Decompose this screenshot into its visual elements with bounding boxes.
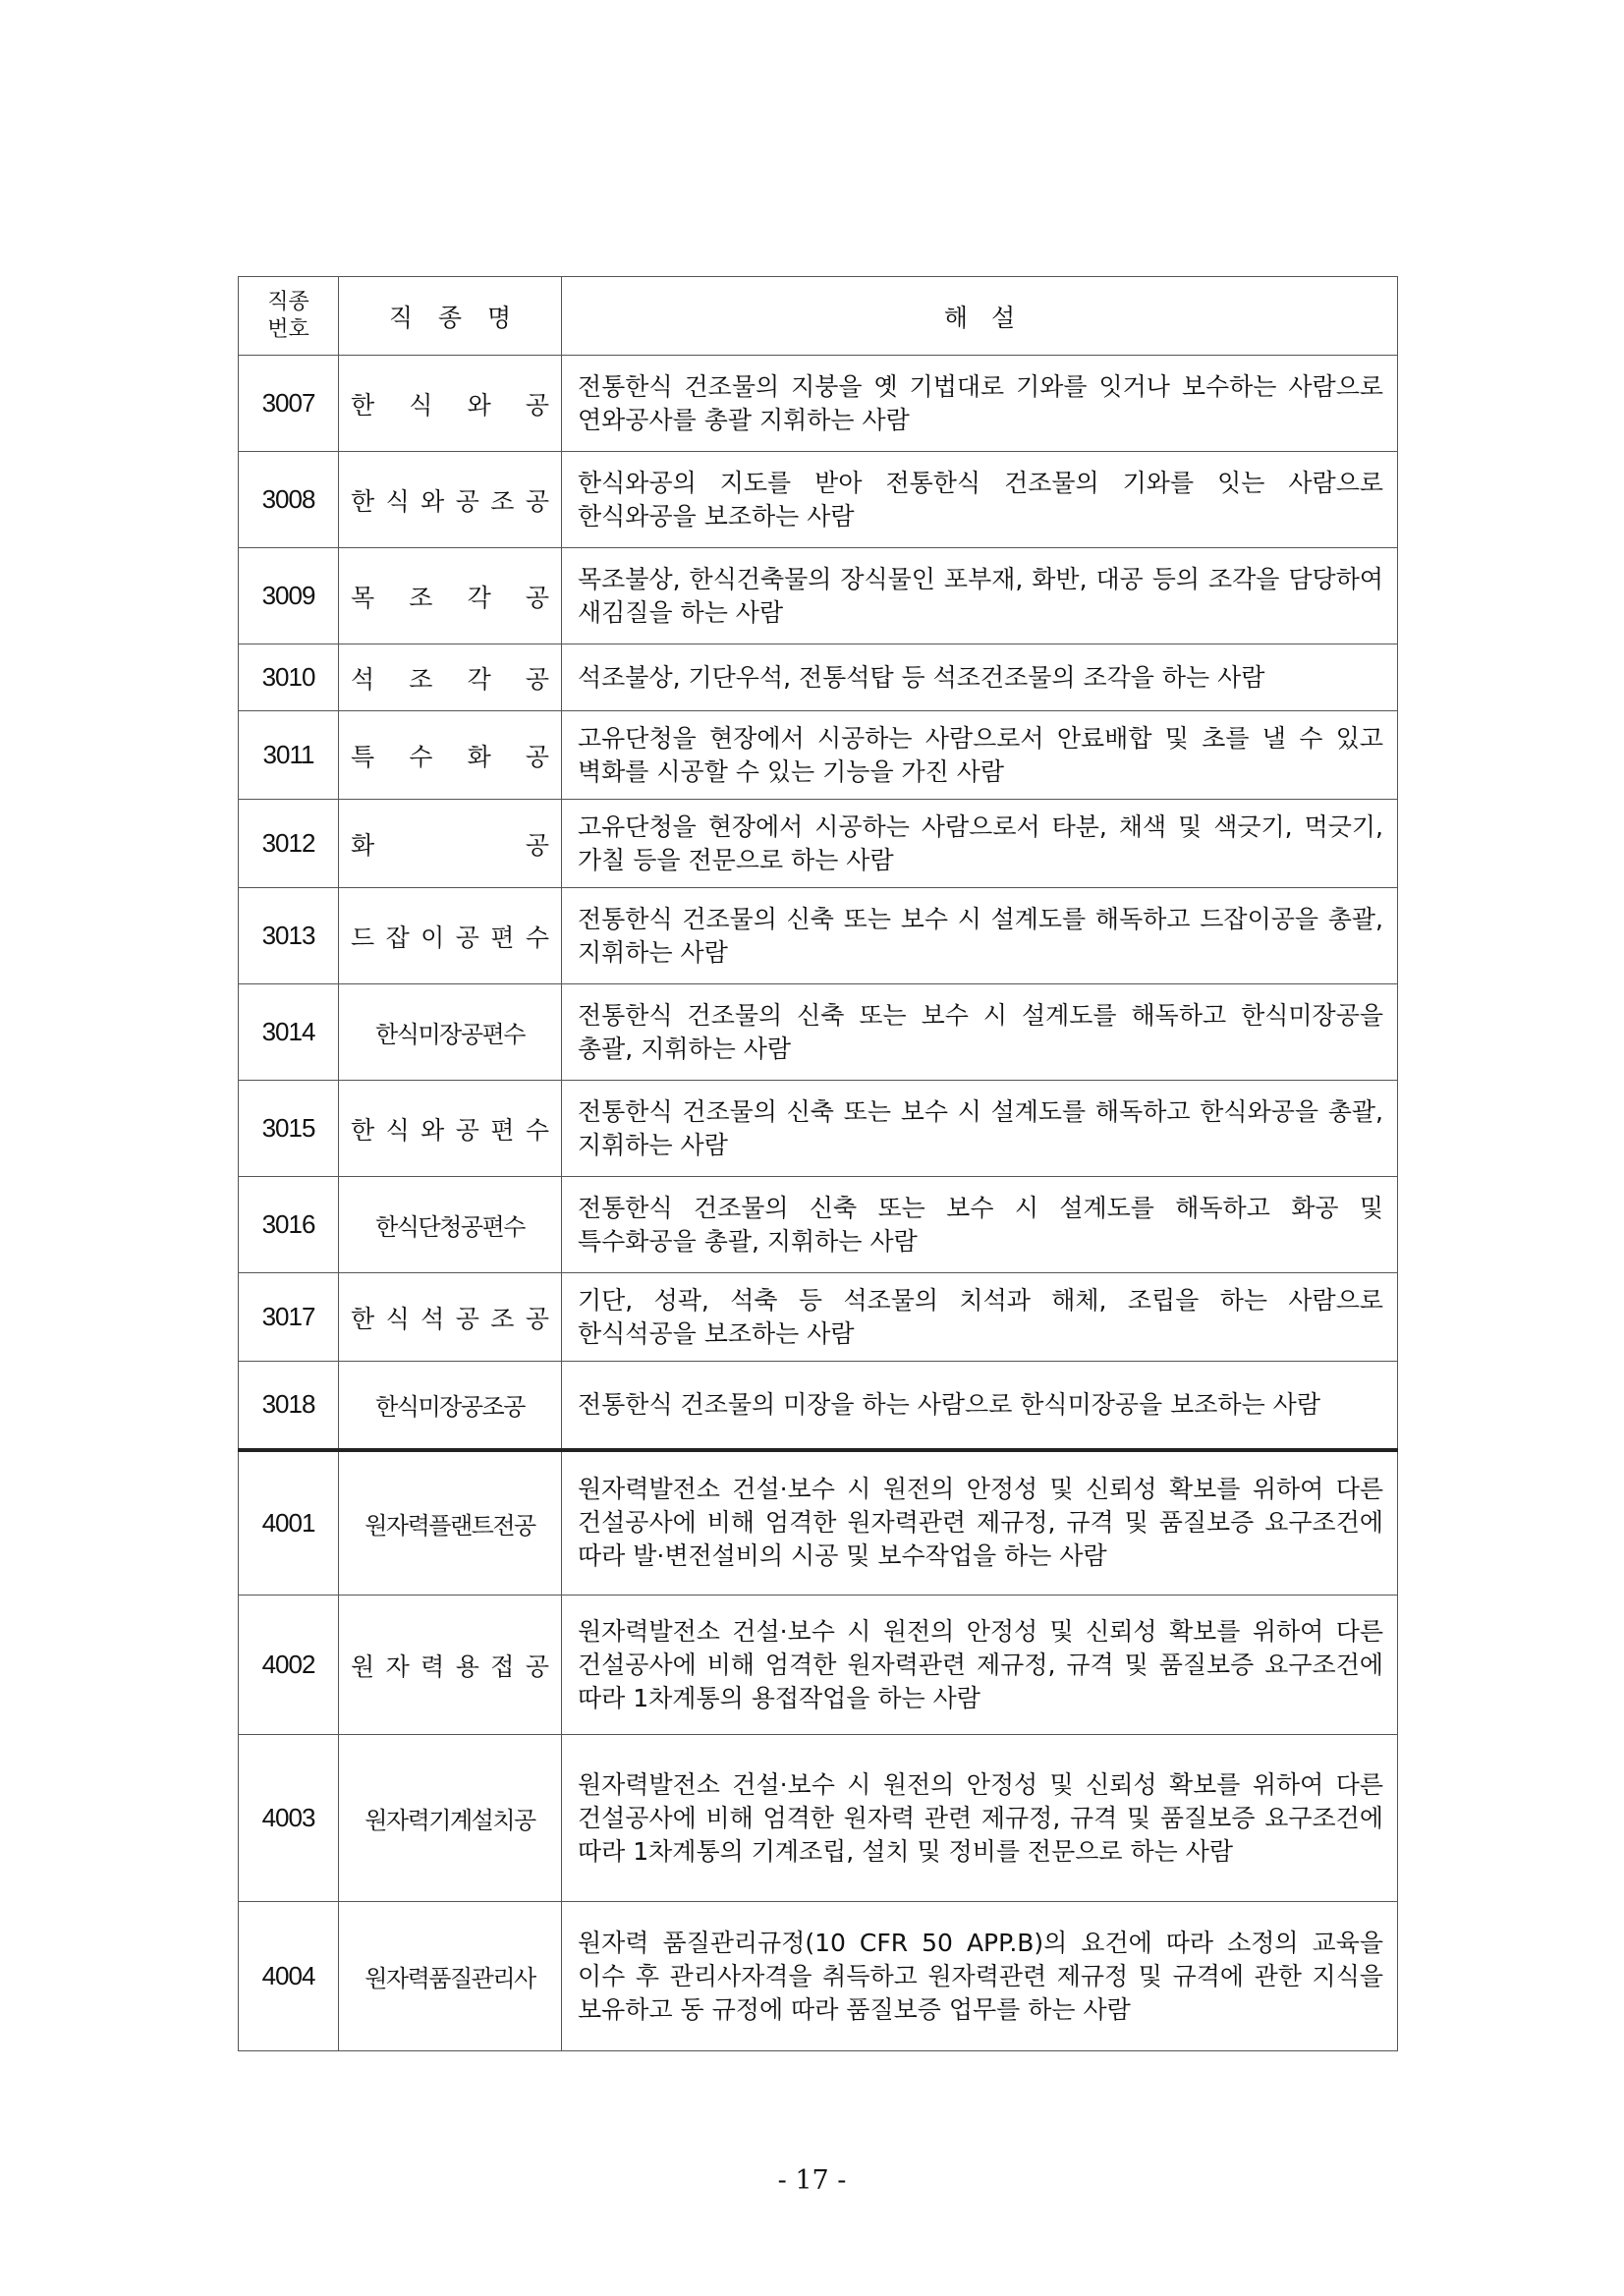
job-name-text: 한 식 와 공 (351, 390, 549, 420)
table-row (239, 356, 1398, 452)
job-name-text: 원 자 력 용 접 공 (351, 1652, 549, 1681)
header-description: 해 설 (562, 277, 1398, 356)
job-name-text: 한식미장공조공 (375, 1393, 525, 1422)
job-name-text: 목 조 각 공 (351, 583, 549, 612)
job-name (339, 356, 562, 452)
job-description: 전통한식 건조물의 신축 또는 보수 시 설계도를 해독하고 한식미장공을 총괄, 지휘하는 사람 (562, 984, 1398, 1081)
job-code: 3015 (239, 1081, 339, 1177)
table-header-row (239, 277, 1398, 356)
page-number: - 17 - (777, 2165, 847, 2196)
job-code: 3018 (239, 1362, 339, 1450)
job-description: 고유단청을 현장에서 시공하는 사람으로서 타분, 채색 및 색긋기, 먹긋기, 가칠 등을 전문으로 하는 사람 (562, 800, 1398, 888)
header-name: 직 종 명 (339, 277, 562, 356)
job-code: 4002 (239, 1596, 339, 1735)
job-name-text: 원자력기계설치공 (364, 1807, 535, 1834)
table-row (239, 1596, 1398, 1735)
table-row (239, 1902, 1398, 2051)
table-row (239, 644, 1398, 711)
job-name-text: 석 조 각 공 (351, 664, 549, 694)
job-code: 3011 (239, 711, 339, 800)
job-description: 원자력발전소 건설·보수 시 원전의 안정성 및 신뢰성 확보를 위하여 다른 건설공사에 비해 엄격한 원자력관련 제규정, 규격 및 품질보증 요구조건에 따라 발·변전설비의 시공 및 보수작업을 하는 사람 (562, 1450, 1398, 1596)
job-code: 4003 (239, 1735, 339, 1902)
table-row (239, 711, 1398, 800)
job-name-text: 원자력품질관리사 (364, 1965, 535, 1992)
job-name-text: 드 잡 이 공 편 수 (351, 923, 549, 952)
job-description: 석조불상, 기단우석, 전통석탑 등 석조건조물의 조각을 하는 사람 (562, 644, 1398, 711)
job-code: 3013 (239, 888, 339, 984)
job-description: 전통한식 건조물의 신축 또는 보수 시 설계도를 해독하고 드잡이공을 총괄, 지휘하는 사람 (562, 888, 1398, 984)
job-name (339, 711, 562, 800)
header-code: 직종 번호 (239, 277, 339, 356)
job-name-text: 원자력플랜트전공 (364, 1511, 535, 1540)
job-name (339, 1902, 562, 2051)
job-name-text: 한 식 와 공 편 수 (351, 1115, 549, 1145)
job-name-text: 특 수 화 공 (351, 742, 549, 771)
job-code: 3012 (239, 800, 339, 888)
job-code: 3017 (239, 1273, 339, 1362)
job-name-text: 한 식 석 공 조 공 (351, 1304, 549, 1333)
job-description: 목조불상, 한식건축물의 장식물인 포부재, 화반, 대공 등의 조각을 담당하여 새김질을 하는 사람 (562, 548, 1398, 644)
job-code: 4004 (239, 1902, 339, 2051)
job-description: 기단, 성곽, 석축 등 석조물의 치석과 해체, 조립을 하는 사람으로 한식석공을 보조하는 사람 (562, 1273, 1398, 1362)
job-name-text: 한식단청공편수 (375, 1213, 525, 1241)
job-name-text: 한 식 와 공 조 공 (351, 486, 549, 516)
job-name (339, 452, 562, 548)
job-name (339, 1081, 562, 1177)
job-name (339, 644, 562, 711)
table-row (239, 1450, 1398, 1596)
job-description: 원자력 품질관리규정(10 CFR 50 APP.B)의 요건에 따라 소정의 교육을 이수 후 관리사자격을 취득하고 원자력관련 제규정 및 규격에 관한 지식을 보유하고 동 규정에 따라 품질보증 업무를 하는 사람 (562, 1902, 1398, 2051)
table-row (239, 1177, 1398, 1273)
table-row (239, 984, 1398, 1081)
job-type-table (238, 276, 1398, 2051)
job-name (339, 1735, 562, 1902)
job-description: 전통한식 건조물의 지붕을 옛 기법대로 기와를 잇거나 보수하는 사람으로 연와공사를 총괄 지휘하는 사람 (562, 356, 1398, 452)
job-code: 3009 (239, 548, 339, 644)
job-name (339, 1450, 562, 1596)
job-name (339, 1273, 562, 1362)
job-description: 전통한식 건조물의 신축 또는 보수 시 설계도를 해독하고 한식와공을 총괄, 지휘하는 사람 (562, 1081, 1398, 1177)
job-description: 한식와공의 지도를 받아 전통한식 건조물의 기와를 잇는 사람으로 한식와공을 보조하는 사람 (562, 452, 1398, 548)
table-row (239, 1081, 1398, 1177)
job-description: 고유단청을 현장에서 시공하는 사람으로서 안료배합 및 초를 낼 수 있고 벽화를 시공할 수 있는 기능을 가진 사람 (562, 711, 1398, 800)
job-name (339, 1177, 562, 1273)
job-code: 3016 (239, 1177, 339, 1273)
job-name (339, 1362, 562, 1450)
job-description: 전통한식 건조물의 미장을 하는 사람으로 한식미장공을 보조하는 사람 (562, 1362, 1398, 1450)
table-row (239, 1735, 1398, 1902)
job-name-text: 한식미장공편수 (375, 1021, 525, 1048)
job-description: 원자력발전소 건설·보수 시 원전의 안정성 및 신뢰성 확보를 위하여 다른 건설공사에 비해 엄격한 원자력 관련 제규정, 규격 및 품질보증 요구조건에 따라 1차계통의 기계조립, 설치 및 정비를 전문으로 하는 사람 (562, 1735, 1398, 1902)
job-name-text: 화 공 (351, 830, 549, 860)
table-row (239, 888, 1398, 984)
job-description: 전통한식 건조물의 신축 또는 보수 시 설계도를 해독하고 화공 및 특수화공을 총괄, 지휘하는 사람 (562, 1177, 1398, 1273)
job-name (339, 1596, 562, 1735)
table-row (239, 800, 1398, 888)
job-name (339, 800, 562, 888)
job-code: 3008 (239, 452, 339, 548)
table-row (239, 548, 1398, 644)
table-row (239, 1362, 1398, 1450)
job-code: 3007 (239, 356, 339, 452)
job-code: 3010 (239, 644, 339, 711)
job-name (339, 888, 562, 984)
job-name (339, 548, 562, 644)
table-row (239, 452, 1398, 548)
job-description: 원자력발전소 건설·보수 시 원전의 안정성 및 신뢰성 확보를 위하여 다른 건설공사에 비해 엄격한 원자력관련 제규정, 규격 및 품질보증 요구조건에 따라 1차계통의 용접작업을 하는 사람 (562, 1596, 1398, 1735)
job-code: 4001 (239, 1450, 339, 1596)
job-name (339, 984, 562, 1081)
job-code: 3014 (239, 984, 339, 1081)
table-row (239, 1273, 1398, 1362)
